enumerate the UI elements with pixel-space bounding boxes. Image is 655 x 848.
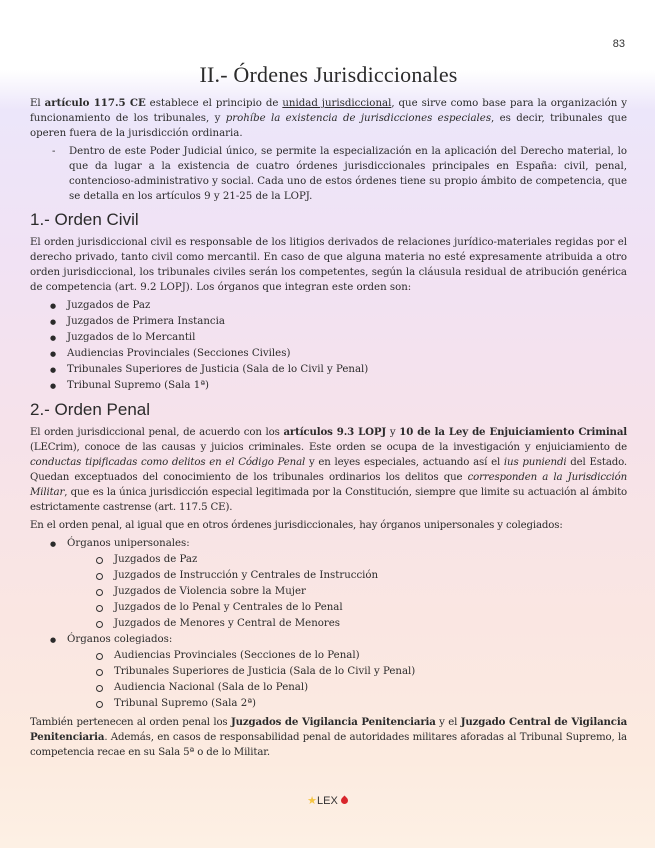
intro-underlined-term: unidad jurisdiccional [282,98,392,109]
unipersonales-label: Órganos unipersonales: [67,538,190,549]
penal-text: También pertenecen al orden penal los [30,717,231,728]
page-title: II.- Órdenes Jurisdiccionales [199,62,458,87]
penal-paragraph-2: En el orden penal, al igual que en otros órdenes jurisdiccionales, hay órganos unipersonales y colegiados: [30,520,563,531]
list-item: Audiencia Nacional (Sala de lo Penal) [67,680,627,696]
penal-text: y en leyes especiales, actuando así el [305,457,504,468]
penal-text: (LECrim), conoce de las causas y juicios criminales. Este orden se ocupa de la investigación y enjuiciamiento de [30,442,627,453]
penal-bold-law: 10 de la Ley de Enjuiciamiento Criminal [399,426,627,438]
penal-italic-term: ius puniendi [503,457,567,468]
penal-italic-term: corresponden a la Jurisdicción Militar [30,472,627,498]
intro-text: , es decir, tribunales que operen fuera de la jurisdicción ordinaria. [30,113,627,139]
penal-bold-court: Juzgados de Vigilancia Penitenciaria [230,716,436,728]
intro-text: El [30,98,45,109]
intro-paragraph [30,96,627,141]
list-item-unipersonales [30,536,627,632]
intro-text: establece el principio de [145,98,283,109]
list-item: ● Juzgados de Paz [30,298,627,314]
penal-text: . Además, en casos de responsabilidad penal de autoridades militares aforadas al Tribunal Supremo, la competencia recae en su Sala 5ª o de lo Militar. [30,732,627,758]
list-item: ● Tribunales Superiores de Justicia (Sala de lo Civil y Penal) [30,362,627,378]
intro-text: , que sirve como base para la organización y funcionamiento de los tribunales, y [30,98,627,124]
intro-bold-article: artículo 117.5 CE [44,97,146,109]
penal-paragraph-1 [30,425,627,515]
section-heading-penal: 2.- Orden Penal [30,400,151,419]
list-item: ● Tribunal Supremo (Sala 1ª) [30,378,627,394]
star-icon: ★ [307,795,318,807]
penal-italic-term: conductas tipificadas como delitos en el Código Penal [30,457,306,468]
drop-icon [339,796,349,806]
footer-text: LEX [317,795,338,807]
list-item: ● Juzgados de lo Mercantil [30,330,627,346]
colegiados-label: Órganos colegiados: [67,634,173,645]
list-item: Juzgados de Menores y Central de Menores [67,616,627,632]
intro-dash-item: - Dentro de este Poder Judicial único, se permite la especialización en la aplicación del Derecho material, lo que da lugar a la existencia de cuatro órdenes jurisdiccionales principales en España: civil, penal, contencioso-administrativo y social. Cada uno de estos órdenes tiene su propio ámbito de competencia, que se detalla en los artículos 9 y 21-25 de la LOPJ. [52,144,627,204]
unipersonales-sublist [67,552,627,632]
list-item: ● Juzgados de Primera Instancia [30,314,627,330]
list-item: ● Audiencias Provinciales (Secciones Civiles) [30,346,627,362]
list-item: Audiencias Provinciales (Secciones de lo Penal) [67,648,627,664]
list-item: Juzgados de lo Penal y Centrales de lo Penal [67,600,627,616]
penal-text: del Estado. Quedan exceptuados del conocimiento de los tribunales ordinarios los delitos que [30,457,628,483]
penal-bold-article: artículos 9.3 LOPJ [283,426,387,438]
penal-text: El orden jurisdiccional penal, de acuerdo con los [30,427,284,438]
list-item: Juzgados de Instrucción y Centrales de Instrucción [67,568,627,584]
list-item: Juzgados de Violencia sobre la Mujer [67,584,627,600]
penal-text: y [386,427,400,438]
list-item: Tribunales Superiores de Justicia (Sala de lo Civil y Penal) [67,664,627,680]
penal-text: y el [435,717,461,728]
list-item: Juzgados de Paz [67,552,627,568]
penal-organs-list [30,536,627,712]
intro-italic-term: prohíbe la existencia de jurisdicciones especiales [225,113,492,124]
penal-paragraph-3 [30,715,627,760]
civil-organs-list [30,298,627,394]
list-item-colegiados [30,632,627,712]
footer-brand [0,794,655,807]
page-number: 83 [612,38,625,50]
penal-bold-court: Juzgado Central de Vigilancia Penitenciaria [30,716,628,743]
colegiados-sublist [67,648,627,712]
penal-text: , que es la única jurisdicción especial legitimada por la Constitución, siempre que limite su actuación al ámbito estrictamente castrense (art. 117.5 CE). [30,487,627,513]
intro-dash-list [30,144,627,204]
document-body [30,62,627,763]
section-heading-civil: 1.- Orden Civil [30,210,139,229]
list-item: Tribunal Supremo (Sala 2ª) [67,696,627,712]
civil-paragraph: El orden jurisdiccional civil es responsable de los litigios derivados de relaciones jurídico-materiales regidas por el derecho privado, tanto civil como mercantil. En caso de que alguna materia no esté expresamente atribuida a otro orden jurisdiccional, los tribunales civiles serán los competentes, según la cláusula residual de atribución genérica de competencia (art. 9.2 LOPJ). Los órganos que integran este orden son: [30,237,627,293]
